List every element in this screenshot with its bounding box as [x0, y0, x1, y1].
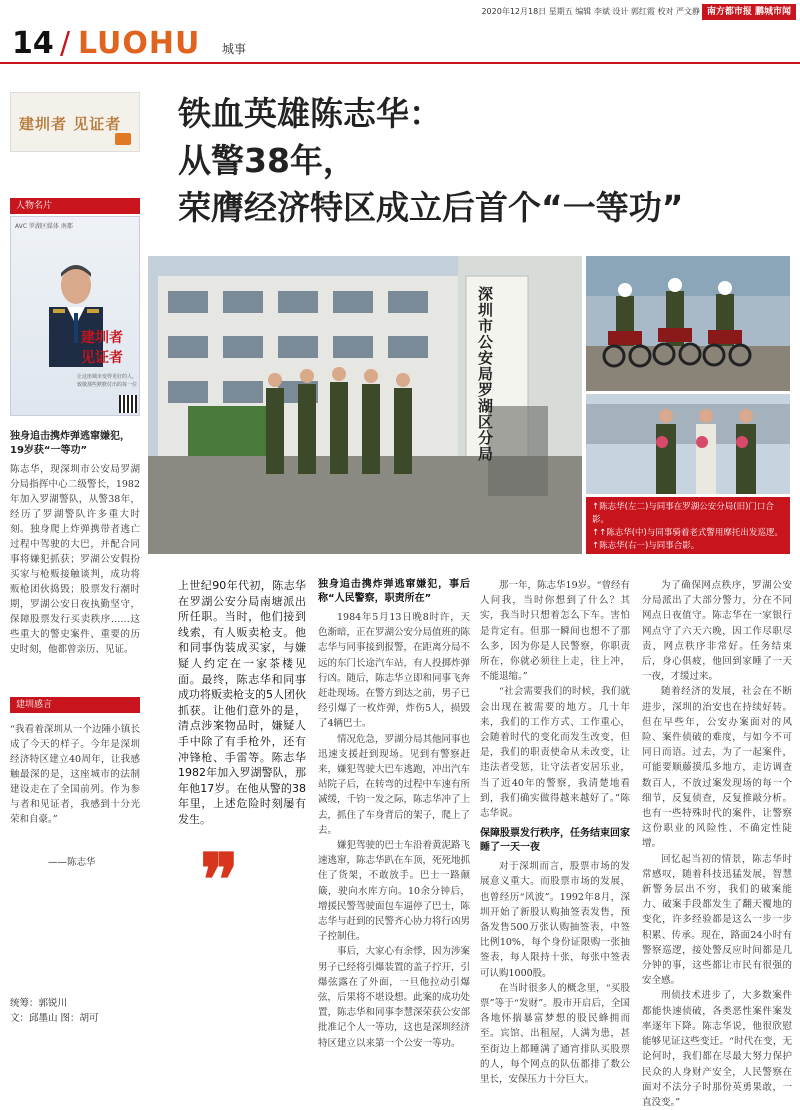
profile-title: 独身追击携炸弹逃窜嫌犯，19岁获“一等功”: [10, 431, 130, 456]
headline-line-1: 铁血英雄陈志华：: [178, 94, 442, 133]
subsection-name: 城事: [222, 42, 247, 56]
series-banner: [10, 92, 140, 152]
profile-subtext: 让这座城市变得更好的人，致敬那些默默付出的每一位: [77, 374, 138, 388]
quote-mark-icon: ❞: [200, 837, 239, 922]
paragraph: 那一年，陈志华19岁。“曾经有人问我，当时你想到了什么？其实，我当时只想着怎么下车。害怕是肯定有。但那一瞬间也想不了那么多，因为你是人民警察，你职责所在，你就必须往上走，往上冲，不能退缩。”: [480, 580, 630, 683]
headline-line-2: 从警38年，: [178, 141, 356, 180]
caption-1: ↑陈志华(左二)与同事在罗湖公安分局(旧)门口合影。: [592, 502, 774, 525]
paragraph: 刑侦技术进步了，大多数案件都能快速侦破，各类恶性案件案发率逐年下降。陈志华说，他很欣慰能够见证这些变迁。“时代在变，无论何时，我们都在尽最大努力保护民众的人身财产安全，人民警察在面对不法分子时那份英勇果敢，一直没变。”: [642, 990, 792, 1108]
newspaper-brand: 南方都市报 鹏城市闻: [702, 4, 796, 20]
credits-author: 文：邱墨山 图：胡可: [10, 1013, 99, 1024]
profile-body: 陈志华，现深圳市公安局罗湖分局指挥中心二级警长，1982年加入罗湖警队，从警38年，经历了罗湖警队许多重大时刻。独身爬上炸弹携带者逃亡过程中驾驶的大巴，并配合同事将嫌犯抓获；罗湖公安假扮买家与枪贩接触谈判，成功将贩枪团伙捣毁；股票发行潮时期，罗湖公安日夜执勤坚守，保障股票发行买卖秩序……这些重大的警史案件、重要的历史时刻，他都曾亲历、见证。: [10, 464, 140, 655]
paragraph: 在当时很多人的概念里，“买股票”等于“发财”。股市开启后，全国各地怀揣暴富梦想的股民蜂拥而至。宾馆、出租屋，人满为患，甚至街边上都睡满了通宵排队买股票的人，每个网点的队伍都排了数公里长，安保压力十分巨大。: [480, 982, 630, 1086]
photo-group-award: [586, 394, 790, 494]
profile-card-logos: AVC 罗湖区媒体 南都: [15, 223, 73, 230]
feeling-signature: ——陈志华: [48, 857, 96, 868]
issue-meta: 2020年12月18日 星期五 编辑 李斌 设计 郭红霞 校对 严文静: [481, 7, 700, 16]
profile-card: [10, 216, 140, 416]
paragraph: 回忆起当初的情景，陈志华时常感叹，随着科技迅猛发展，智慧新警务层出不穷，我们的破案能力、破案手段都发生了翻天覆地的变化，许多经验都是这么一步一步积累、传承。现在，路面24小时有警察巡逻，接处警反应时间都是几分钟的事，这些都让市民有很强的安全感。: [642, 853, 792, 987]
photo-police-station: [148, 256, 582, 554]
article-column-1: [318, 578, 470, 1051]
intro-paragraph: 上世纪90年代初，陈志华在罗湖公安分局南塘派出所任职。当时，他们接到线索，有人贩卖枪支。他和同事伪装成买家，与嫌疑人约定在一家茶楼见面。最终，陈志华和同事成功将贩卖枪支的5人团伙抓获。让他们意外的是，清点涉案物品时，嫌疑人手中除了有手枪外，还有冲锋枪、手雷等。陈志华1982年加入罗湖警队，那年他17岁。在他从警的38年里，上述危险时刻屡有发生。: [178, 579, 306, 826]
header-rule: [0, 62, 800, 64]
paragraph: 随着经济的发展，社会在不断进步，深圳的治安也在持续好转。但在早些年，公安办案面对的风险、案件侦破的难度，与如今不可同日而语。过去，为了一起案件，可能要顺藤摸瓜多地方，走访调查数百人，不放过案发现场的每一个细节，反复侦查，反复推敲分析。也有一些特殊时代的案件，让警察这份职业的风险性、不确定性陡增。: [642, 686, 792, 850]
station-sign: 深圳市公安局罗湖区分局: [478, 285, 494, 463]
profile-label: 人物名片: [10, 198, 140, 214]
profile-slogan-2: 见证者: [81, 350, 123, 366]
paragraph: 为了确保网点秩序，罗湖公安分局派出了大部分警力，分在不同网点日夜值守。陈志华在一家银行网点守了六天六晚，因工作尽职尽责，网点秩序非常好。任务结束后，身心俱疲，他回到家睡了一天一夜，才缓过来。: [642, 580, 792, 683]
qr-code-icon[interactable]: [119, 395, 137, 413]
subheading-bomb: 独身追击携炸弹逃窜嫌犯，事后称“人民警察，职责所在”: [318, 579, 470, 604]
caption-2: ↑↑陈志华(中)与同事骑着老式警用摩托出发巡逻。: [592, 528, 783, 538]
photo-captions: [586, 497, 790, 554]
paragraph: 1984年5月13日晚8时许，天色渐暗，正在罗湖公安分局值班的陈志华与同事接到报警，在距离分局不远的东门长途汽车站，有人投掷炸弹行凶。随后，陈志华立即和同事飞奔赶赴现场。在警方到达之前，男子已经引爆了一枚炸弹，炸伤5人，损毁了4辆巴士。: [318, 612, 471, 730]
credits-coordinator: 统筹：郭锐川: [10, 998, 68, 1009]
section-name: LUOHU: [78, 26, 201, 61]
caption-3: ↑陈志华(右一)与同事合影。: [592, 541, 700, 551]
article-column-2: [480, 578, 630, 1087]
paragraph: 嫌犯驾驶的巴士车沿着黄泥路飞速逃窜，陈志华趴在车顶，死死地抓住了货架，不敢放手。巴士一路颠簸，驶向水库方向。10余分钟后，增援民警驾驶面包车逼停了巴士，陈志华与赶到的民警齐心协力将行凶男子控制住。: [318, 840, 471, 943]
paragraph: 对于深圳而言，股票市场的发展意义重大。而股票市场的发展，也曾经历“风波”。1992年8月，深圳开始了新股认购抽签表发售，预备发售500万张认购抽签表，中签比例10%，每个身份证限购一张抽签表，每人限持十张，每张中签表可认购1000股。: [480, 861, 630, 979]
headline-line-3: 荣膺经济特区成立后首个“一等功”: [178, 188, 684, 227]
page-slash: /: [60, 26, 71, 61]
article-column-3: [642, 578, 792, 1110]
media-logo-icon: [115, 133, 131, 145]
paragraph: “社会需要我们的时候，我们就会出现在被需要的地方。几十年来，我们的工作方式、工作重心，会随着时代的变化而发生改变，但是，我们的职责使命从未改变，让违法者受惩，让守法者安居乐业，当了近40年的警察，我清楚地看到，我们确实做得越来越好了。”陈志华说。: [480, 686, 630, 820]
photo-motorcycle-patrol: [586, 256, 790, 391]
subheading-stock: 保障股票发行秩序，任务结束回家睡了一天一夜: [480, 828, 630, 854]
paragraph: 事后，大家心有余悸，因为涉案男子已经将引爆装置的盖子拧开，引爆弦露在了外面，一旦他拉动引爆弦，后果将不堪设想。此案的成功处置，陈志华和同事李慧深荣获公安部批准记个人一等功，这也是深圳经济特区建立以来第一个公安一等功。: [318, 946, 471, 1049]
credits: [10, 996, 99, 1026]
paragraph: 情况危急，罗湖分局其他同事也迅速支援赶到现场。见到有警察赶来，嫌犯驾驶大巴车逃跑，冲出汽车站院子后，在转弯的过程中车速有所减缓，千钧一发之际，陈志华冲了上去，抓住了车身背后的架子，爬上了去。: [318, 733, 471, 836]
feeling-body: “我看着深圳从一个边陲小镇长成了今天的样子。今年是深圳经济特区建立40周年，让我感触最深的是，这座城市的法制建设走在了全国前列。作为参与者和见证者，我感到十分光荣和自豪。”: [10, 724, 140, 825]
profile-slogan-1: 建圳者: [81, 330, 123, 346]
page-number: 14: [12, 26, 54, 61]
series-banner-text: 建圳者 见证者: [19, 115, 122, 133]
feeling-label: 建圳感言: [10, 697, 140, 713]
